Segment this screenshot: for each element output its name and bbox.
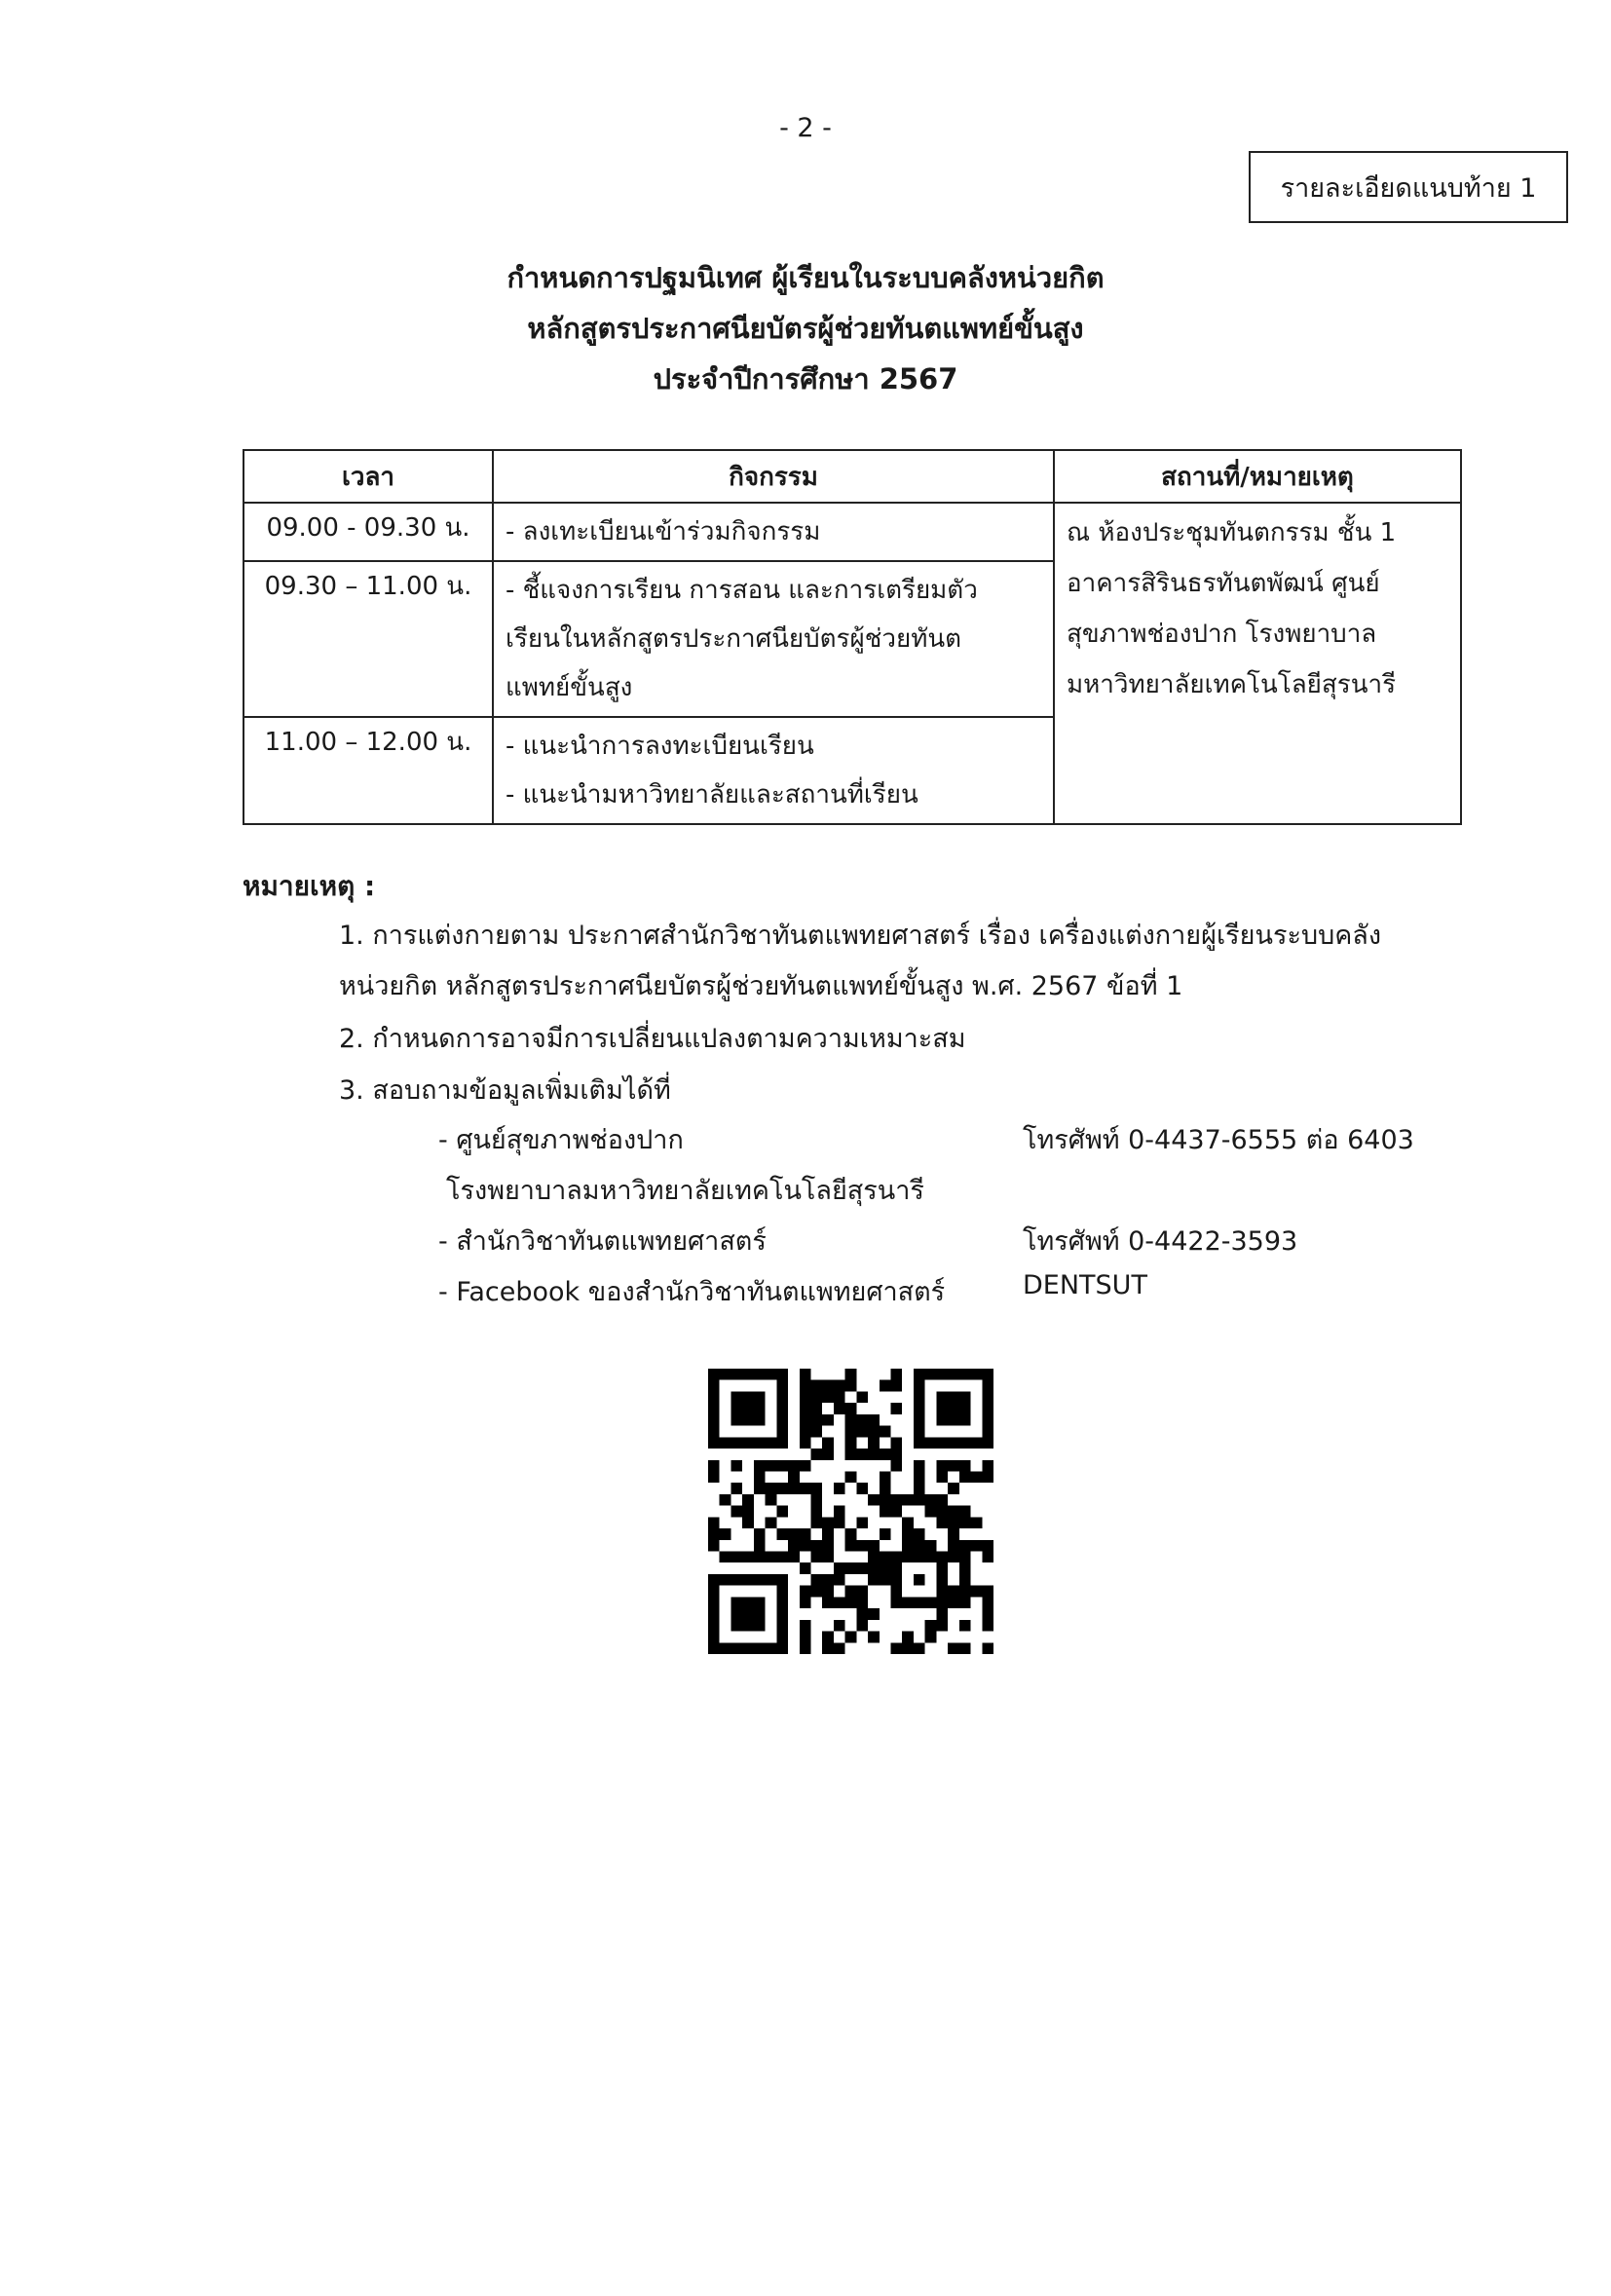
activity-cell	[493, 503, 1054, 561]
page-number: - 2 -	[779, 113, 832, 143]
contact-value: DENTSUT	[1023, 1270, 1147, 1300]
contact-name: - สำนักวิชาทันตแพทยศาสตร์	[438, 1226, 767, 1257]
annex-label-box	[1249, 151, 1568, 223]
activity-cell	[493, 561, 1054, 717]
header-time: เวลา	[244, 450, 493, 503]
schedule-table	[243, 449, 1462, 825]
time-cell: 11.00 – 12.00 น.	[244, 717, 493, 824]
activity-line: - ลงเทะเบียนเข้าร่วมกิจกรรม	[506, 517, 821, 546]
activity-line: เรียนในหลักสูตรประกาศนียบัตรผู้ช่วยทันต	[506, 624, 962, 654]
annex-label: รายละเอียดแนบท้าย 1	[1280, 172, 1537, 204]
note-item-1-line-1: 1. การแต่งกายตาม ประกาศสำนักวิชาทันตแพทยศาสตร์ เรื่อง เครื่องแต่งกายผู้เรียนระบบคลัง	[339, 921, 1382, 951]
title-line-3: ประจำปีการศึกษา 2567	[653, 362, 958, 395]
note-item-2: 2. กำหนดการอาจมีการเปลี่ยนแปลงตามความเหมาะสม	[339, 1024, 966, 1054]
qr-code-icon	[708, 1369, 993, 1654]
activity-line: - ชี้แจงการเรียน การสอน และการเตรียมตัว	[506, 576, 978, 605]
location-line: ณ ห้องประชุมทันตกรรม ชั้น 1	[1067, 518, 1397, 547]
note-item-3: 3. สอบถามข้อมูลเพิ่มเติมได้ที่	[339, 1075, 671, 1106]
header-activity: กิจกรรม	[493, 450, 1054, 503]
contact-value: โทรศัพท์ 0-4437-6555 ต่อ 6403	[1023, 1125, 1414, 1155]
table-header-row	[244, 450, 1461, 503]
title-line-2: หลักสูตรประกาศนียบัตรผู้ช่วยทันตแพทย์ขั้นสูง	[527, 312, 1084, 345]
table-row	[244, 503, 1461, 561]
header-location: สถานที่/หมายเหตุ	[1054, 450, 1461, 503]
time-cell: 09.30 – 11.00 น.	[244, 561, 493, 717]
location-line: อาคารสิรินธรทันตพัฒน์ ศูนย์	[1067, 569, 1380, 598]
activity-line: - แนะนำการลงทะเบียนเรียน	[506, 732, 814, 761]
activity-cell	[493, 717, 1054, 824]
activity-line: - แนะนำมหาวิทยาลัยและสถานที่เรียน	[506, 780, 918, 809]
location-cell	[1054, 503, 1461, 824]
time-cell: 09.00 - 09.30 น.	[244, 503, 493, 561]
contact-value: โทรศัพท์ 0-4422-3593	[1023, 1226, 1298, 1257]
contact-name: - Facebook ของสำนักวิชาทันตแพทยศาสตร์	[438, 1277, 946, 1307]
contact-name: โรงพยาบาลมหาวิทยาลัยเทคโนโลยีสุรนารี	[446, 1176, 924, 1206]
activity-line: แพทย์ขั้นสูง	[506, 673, 633, 702]
title-line-1: กำหนดการปฐมนิเทศ ผู้เรียนในระบบคลังหน่วยกิต	[506, 261, 1105, 294]
notes-heading: หมายเหตุ :	[243, 870, 376, 902]
contact-name: - ศูนย์สุขภาพช่องปาก	[438, 1125, 684, 1155]
location-line: มหาวิทยาลัยเทคโนโลยีสุรนารี	[1067, 670, 1397, 699]
location-line: สุขภาพช่องปาก โรงพยาบาล	[1067, 620, 1377, 649]
note-item-1-line-2: หน่วยกิต หลักสูตรประกาศนียบัตรผู้ช่วยทันตแพทย์ขั้นสูง พ.ศ. 2567 ข้อที่ 1	[339, 971, 1183, 1001]
